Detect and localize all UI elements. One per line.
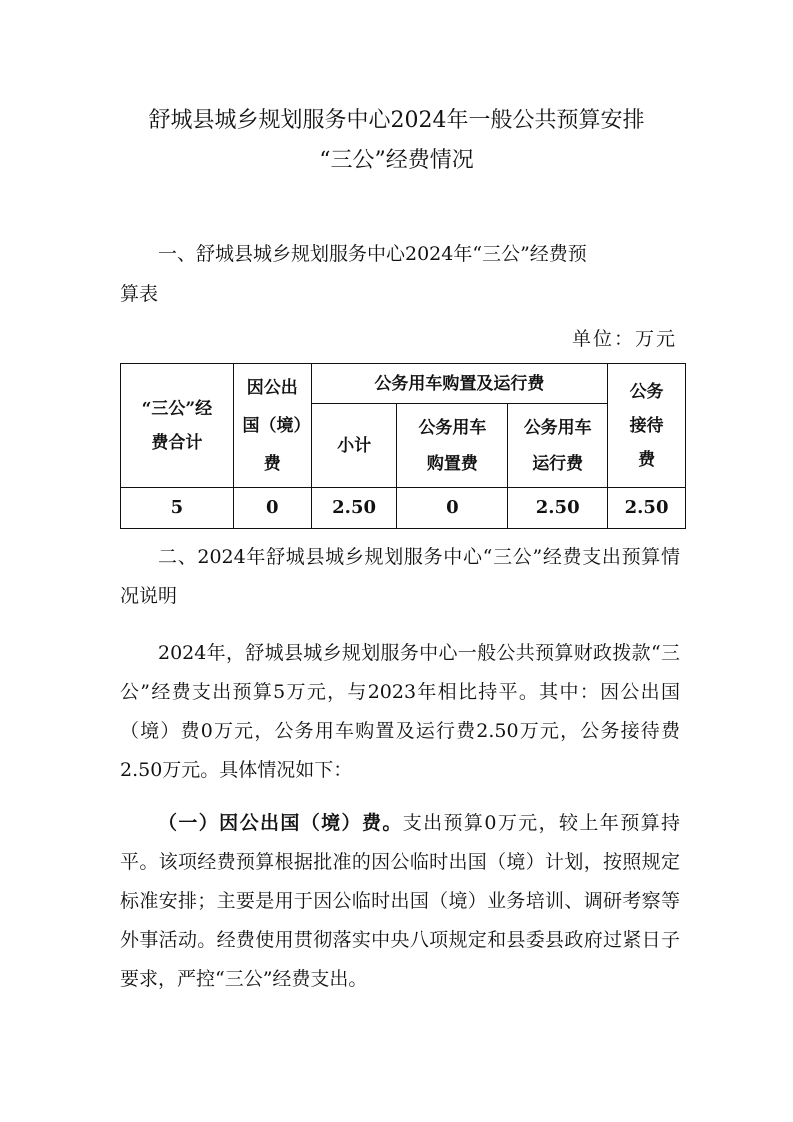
header-vehicle-group: 公务用车购置及运行费 (311, 364, 607, 404)
header-total-text: “三公”经费合计 (141, 398, 213, 453)
header-total (121, 364, 234, 488)
unit-label: 单位：万元 (571, 328, 677, 350)
header-travel-abroad (233, 364, 311, 488)
value-subtotal: 2.50 (311, 488, 397, 529)
value-travel-abroad: 0 (233, 488, 311, 529)
header-subtotal: 小计 (311, 404, 397, 488)
section2-heading: 二、2024年舒城县城乡规划服务中心“三公”经费支出预算情况说明 (120, 546, 680, 607)
section2-paragraph1: 2024年，舒城县城乡规划服务中心一般公共预算财政拨款“三公”经费支出预算5万元，与2023年相比持平。其中：因公出国（境）费0万元，公务用车购置及运行费2.50万元，公务接待费2.50万元。具体情况如下： (120, 642, 680, 781)
item1-label: （一）因公出国（境）费。 (158, 812, 403, 834)
value-reception: 2.50 (608, 488, 686, 529)
budget-table (120, 363, 686, 529)
item1-text: 支出预算0万元，较上年预算持平。该项经费预算根据批准的因公临时出国（境）计划，按照规定标准安排；主要是用于因公临时出国（境）业务培训、调研考察等外事活动。经费使用贯彻落实中央八项规定和县委县政府过紧日子要求，严控“三公”经费支出。 (120, 812, 680, 990)
section2-item1 (120, 804, 680, 999)
header-vehicle-operation (508, 404, 608, 488)
header-vehicle-operation-text: 公务用车运行费 (523, 417, 592, 474)
value-vehicle-purchase: 0 (397, 488, 508, 529)
section1-heading-line2: 算表 (120, 283, 159, 305)
header-reception-text: 公务接待费 (629, 381, 664, 470)
value-vehicle-operation: 2.50 (508, 488, 608, 529)
header-vehicle-purchase-text: 公务用车购置费 (418, 417, 487, 474)
header-reception (608, 364, 686, 488)
section1-heading-line1: 一、舒城县城乡规划服务中心2024年“三公”经费预 (158, 243, 587, 265)
document-title-line1: 舒城县城乡规划服务中心2024年一般公共预算安排 (148, 108, 645, 133)
value-total: 5 (121, 488, 234, 529)
table-row (121, 488, 686, 529)
header-vehicle-purchase (397, 404, 508, 488)
document-title-line2: “三公”经费情况 (319, 148, 474, 173)
header-travel-abroad-text: 因公出国（境）费 (242, 377, 302, 474)
